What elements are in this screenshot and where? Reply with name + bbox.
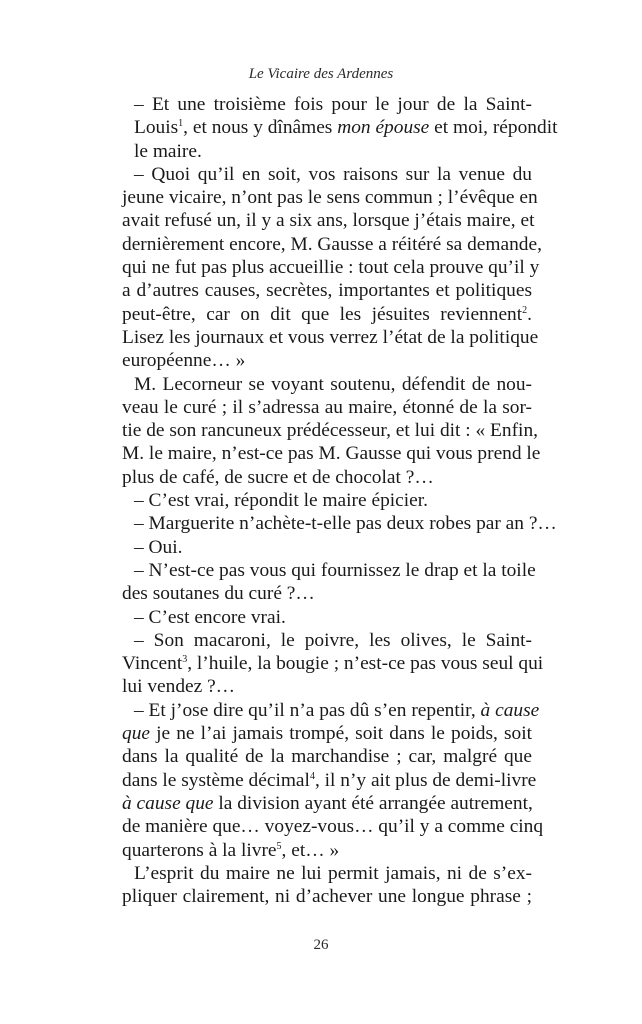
footnote-ref[interactable]: 4 bbox=[309, 770, 315, 782]
text-line: peut-être, car on dit que les jésuites reviennent$^2$. bbox=[122, 303, 532, 325]
paragraph bbox=[122, 163, 542, 373]
text-line: dans le système décimal$^4$, il n’y ait plus de demi-livre bbox=[122, 769, 537, 791]
paragraph bbox=[122, 862, 532, 909]
text-line: – Son macaroni, le poivre, les olives, le Saint- bbox=[134, 629, 532, 651]
footnote-ref[interactable]: 2 bbox=[522, 304, 528, 316]
text-line: – Et une troisième fois pour le jour de la Saint- bbox=[134, 94, 532, 115]
text-line: Louis$^1$, et nous y dînâmes mon épouse et moi, répondit bbox=[134, 117, 558, 139]
text-line: lui vendez ?… bbox=[122, 676, 236, 698]
paragraph bbox=[122, 373, 541, 489]
text-line: – N’est-ce pas vous qui fournissez le drap et la toile bbox=[134, 559, 536, 581]
paragraph bbox=[122, 512, 557, 535]
text-line: des soutanes du curé ?… bbox=[122, 583, 315, 605]
body-text bbox=[122, 93, 558, 908]
text-line: à cause que la division ayant été arrangée autrement, bbox=[122, 792, 533, 814]
text-line: que je ne l’ai jamais trompé, soit dans le poids, soit bbox=[122, 723, 532, 745]
text-line: – Quoi qu’il en soit, vos raisons sur la venue du bbox=[134, 163, 532, 185]
running-head: Le Vicaire des Ardennes bbox=[248, 66, 394, 82]
paragraph bbox=[122, 629, 544, 699]
paragraph bbox=[122, 536, 532, 559]
paragraph bbox=[122, 489, 532, 512]
text-line: L’esprit du maire ne lui permit jamais, ni de s’ex- bbox=[134, 862, 532, 884]
text-line: Vincent$^3$, l’huile, la bougie ; n’est-ce pas vous seul qui bbox=[122, 653, 544, 675]
text-line: quarterons à la livre$^5$, et… » bbox=[122, 839, 340, 861]
footnote-ref[interactable]: 5 bbox=[276, 840, 282, 852]
text-line: plus de café, de sucre et de chocolat ?… bbox=[122, 466, 434, 488]
text-line: – Et j’ose dire qu’il n’a pas dû s’en repentir, à cause bbox=[134, 699, 540, 721]
text-line: le maire. bbox=[134, 140, 202, 162]
text-line: M. le maire, n’est-ce pas M. Gausse qui vous prend le bbox=[122, 443, 541, 465]
text-line: dans la qualité de la marchandise ; car, malgré que bbox=[122, 746, 532, 768]
text-line: – C’est vrai, répondit le maire épicier. bbox=[134, 490, 428, 512]
footnote-ref[interactable]: 3 bbox=[182, 654, 188, 666]
paragraph bbox=[122, 93, 558, 163]
text-line: a d’autres causes, secrètes, importantes et politiques bbox=[122, 280, 532, 302]
text-line: jeune vicaire, n’ont pas le sens commun ; l’évêque en bbox=[122, 187, 538, 209]
footnote-ref[interactable]: 1 bbox=[178, 118, 184, 130]
text-line: – Marguerite n’achète-t-elle pas deux robes par an ?… bbox=[134, 513, 557, 535]
text-line: – Oui. bbox=[134, 536, 183, 558]
text-line: dernièrement encore, M. Gausse a réitéré sa demande, bbox=[122, 233, 542, 255]
paragraph bbox=[122, 559, 536, 606]
text-line: tie de son rancuneux prédécesseur, et lui dit : « Enfin, bbox=[122, 420, 538, 442]
page-number: 26 bbox=[313, 937, 329, 953]
paragraph bbox=[122, 699, 544, 862]
text-line: – C’est encore vrai. bbox=[134, 606, 286, 628]
text-line: M. Lecorneur se voyant soutenu, défendit de nou- bbox=[134, 373, 532, 395]
text-line: pliquer clairement, ni d’achever une longue phrase ; bbox=[122, 886, 532, 908]
text-line: veau le curé ; il s’adressa au maire, étonné de la sor- bbox=[122, 396, 532, 418]
text-line: avait refusé un, il y a six ans, lorsque j’étais maire, et bbox=[122, 210, 535, 232]
text-line: européenne… » bbox=[122, 350, 246, 372]
text-line: de manière que… voyez-vous… qu’il y a comme cinq bbox=[122, 816, 544, 838]
text-line: Lisez les journaux et vous verrez l’état de la politique bbox=[122, 326, 539, 348]
text-line: qui ne fut pas plus accueillie : tout cela prouve qu’il y bbox=[122, 257, 540, 279]
paragraph bbox=[122, 606, 532, 629]
